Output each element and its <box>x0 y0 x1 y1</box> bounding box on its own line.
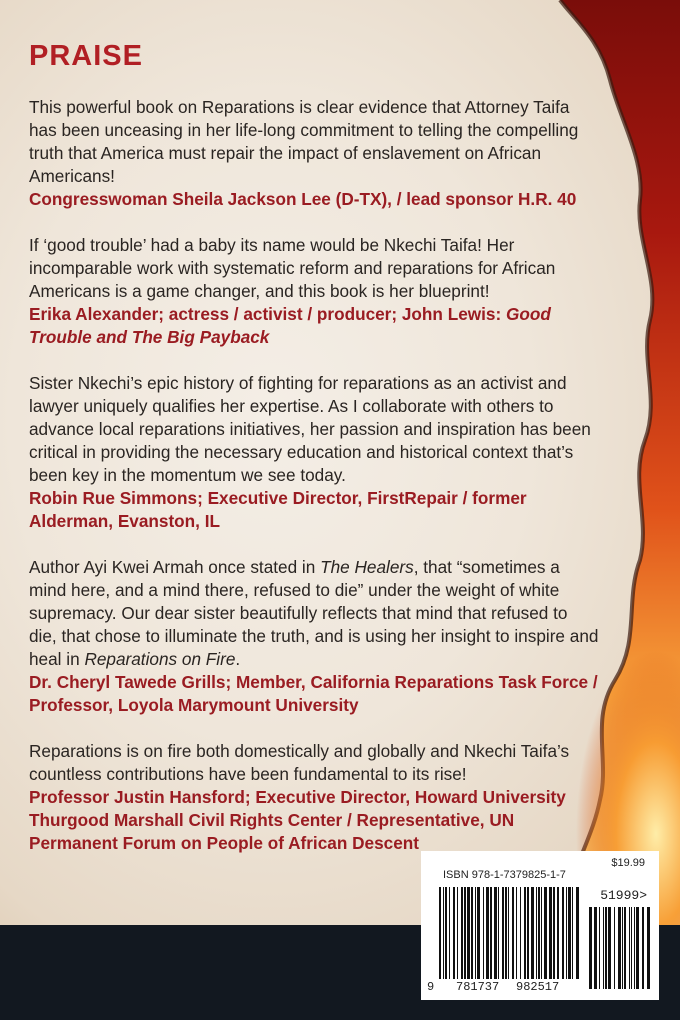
attribution-italic: Good Trouble and The Big Payback <box>29 304 551 347</box>
barcode-bar <box>647 907 650 989</box>
praise-item <box>29 740 599 855</box>
barcode-bar <box>520 887 521 979</box>
quote-text: , that “sometimes a mind here, and a mind there, refused to die” under the weight of white supremacy. Our dear sister beautifully reflects that mind that refused to die, that chose to illuminate the truth, and is using her insight to inspire and heal in <box>29 557 599 669</box>
barcode-bar <box>622 907 623 989</box>
praise-attribution: Dr. Cheryl Tawede Grills; Member, California Reparations Task Force / Professor, Loyola Marymount University <box>29 672 598 715</box>
praise-attribution: Robin Rue Simmons; Executive Director, FirstRepair / former Alderman, Evanston, IL <box>29 488 527 531</box>
quote-italic: Reparations on Fire <box>84 649 236 669</box>
barcode-bar <box>557 887 559 979</box>
barcode-bar <box>618 907 621 989</box>
barcode-image <box>421 851 659 1000</box>
barcode-bar <box>445 887 447 979</box>
barcode-bar <box>508 887 509 979</box>
barcode-bar <box>475 887 476 979</box>
barcode-bar <box>614 907 615 989</box>
barcode-bar <box>541 887 542 979</box>
barcode-bar <box>594 907 597 989</box>
barcode-box <box>421 851 659 1000</box>
page-title: PRAISE <box>29 40 143 72</box>
praise-item <box>29 372 599 533</box>
praise-section <box>29 38 599 878</box>
barcode-bar <box>576 887 579 979</box>
barcode-bar <box>562 887 564 979</box>
barcode-bar <box>631 907 632 989</box>
barcode-bar <box>603 907 604 989</box>
isbn-label: ISBN 978-1-7379825-1-7 <box>443 869 566 881</box>
barcode-bar <box>636 907 639 989</box>
barcode-bar <box>605 907 607 989</box>
barcode-bar <box>453 887 455 979</box>
barcode-bar <box>524 887 526 979</box>
barcode-bar <box>566 887 567 979</box>
barcode-bar <box>549 887 552 979</box>
barcode-bar <box>599 907 600 989</box>
barcode-bar <box>629 907 630 989</box>
quote-text: . <box>235 649 241 669</box>
praise-quote: If ‘good trouble’ had a baby its name would be Nkechi Taifa! Her incomparable work with systematic reform and reparations for African Americans is a game changer, and this book is her blueprint! <box>29 235 556 301</box>
barcode-bar <box>544 887 547 979</box>
quote-italic: The Healers <box>320 557 414 577</box>
barcode-digits-right: 982517 <box>516 980 560 994</box>
barcode-digits-left: 781737 <box>456 980 500 994</box>
barcode-digit-lead: 9 <box>427 980 435 994</box>
praise-quote: Reparations is on fire both domestically and globally and Nkechi Taifa’s countless contributions have been fundamental to its rise! <box>29 741 570 784</box>
barcode-bar <box>516 887 517 979</box>
barcode-bar <box>505 887 507 979</box>
barcode-bar <box>608 907 611 989</box>
barcode-bar <box>498 887 499 979</box>
barcode-bar <box>464 887 466 979</box>
praise-item <box>29 556 599 717</box>
barcode-bar <box>443 887 444 979</box>
barcode-bar <box>512 887 514 979</box>
barcode-bar <box>527 887 529 979</box>
praise-attribution <box>29 303 599 349</box>
price-label: $19.99 <box>611 857 645 869</box>
praise-quote: Sister Nkechi’s epic history of fighting for reparations as an activist and lawyer uniquely qualifies her expertise. As I collaborate with others to advance local reparations initiatives, her passion and inspiration has been critical in providing the necessary education and historical context that’s been key in the momentum we see today. <box>29 373 591 485</box>
barcode-bar <box>572 887 573 979</box>
price-code: 51999> <box>600 888 647 903</box>
praise-attribution: Professor Justin Hansford; Executive Director, Howard University Thurgood Marshall Civil Rights Center / Representative, UN Permanent Forum on People of African Descent <box>29 787 566 853</box>
barcode-bar <box>531 887 534 979</box>
barcode-bar <box>589 907 592 989</box>
barcode-bar <box>477 887 480 979</box>
barcode-bar <box>457 887 458 979</box>
barcode-bar <box>467 887 470 979</box>
barcode-bar <box>624 907 626 989</box>
barcode-bar <box>642 907 644 989</box>
barcode-bar <box>494 887 497 979</box>
barcode-bar <box>439 887 441 979</box>
barcode-bar <box>471 887 473 979</box>
barcode-bar <box>490 887 492 979</box>
barcode-bar <box>536 887 537 979</box>
praise-item <box>29 96 599 211</box>
praise-attribution: Congresswoman Sheila Jackson Lee (D-TX), / lead sponsor H.R. 40 <box>29 189 577 209</box>
praise-item <box>29 234 599 349</box>
attribution-text: Erika Alexander; actress / activist / producer; John Lewis: <box>29 304 506 324</box>
barcode-bar <box>568 887 571 979</box>
barcode-bar <box>449 887 450 979</box>
praise-quote <box>29 556 599 671</box>
barcode-bar <box>502 887 504 979</box>
barcode-bar <box>483 887 484 979</box>
barcode-bar <box>486 887 489 979</box>
quote-text: Author Ayi Kwei Armah once stated in <box>29 557 321 577</box>
praise-quote: This powerful book on Reparations is clear evidence that Attorney Taifa has been unceasing in her life-long commitment to telling the compelling truth that America must repair the impact of enslavement on African Americans! <box>29 97 579 186</box>
barcode-bar <box>538 887 540 979</box>
barcode-bar <box>634 907 635 989</box>
barcode-bar <box>553 887 555 979</box>
barcode-bar <box>461 887 463 979</box>
